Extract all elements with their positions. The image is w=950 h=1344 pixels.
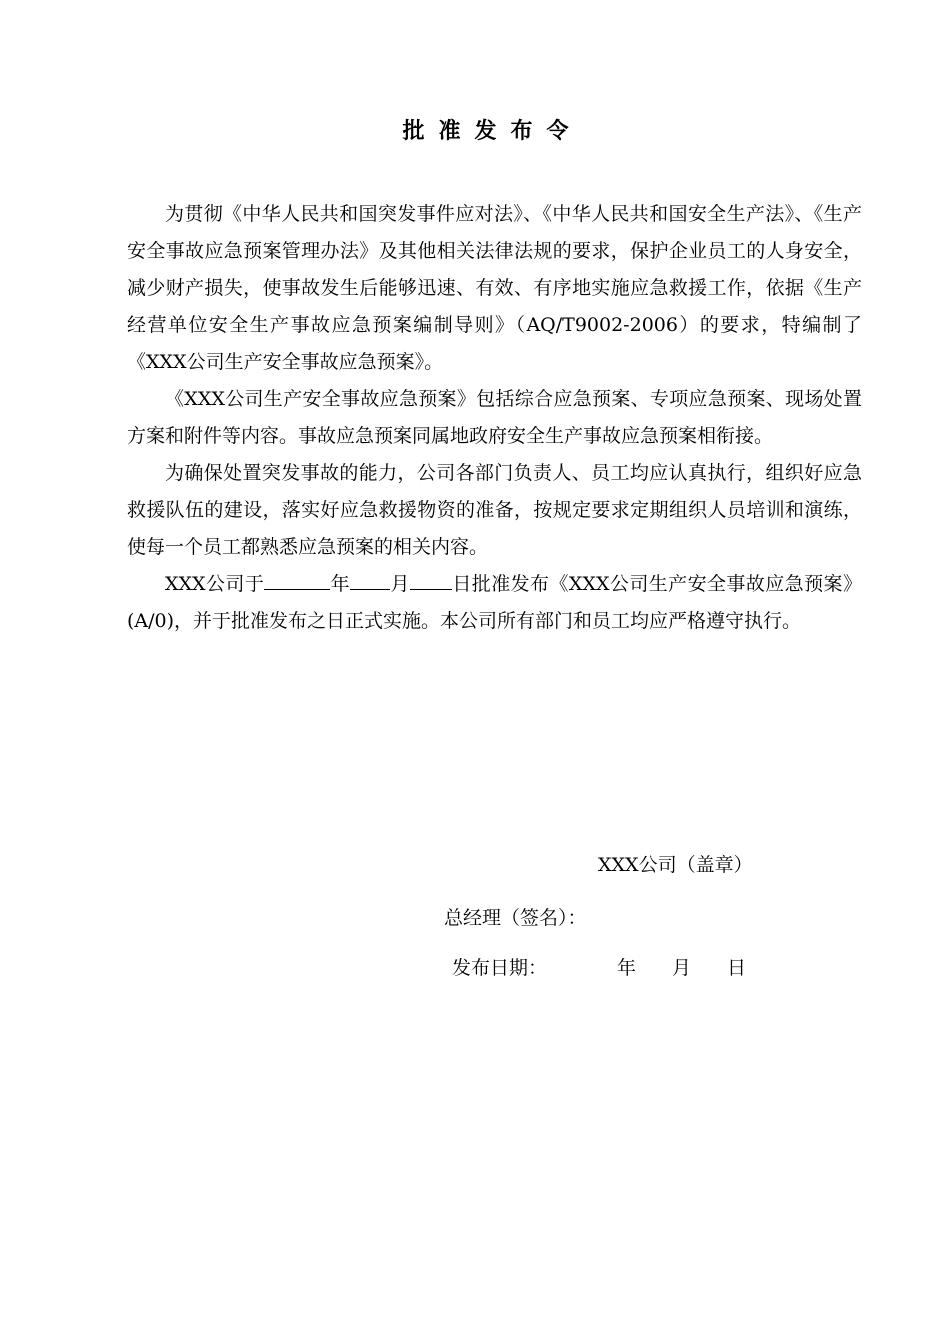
release-date-day: 日	[727, 957, 747, 979]
paragraph-4	[127, 566, 862, 640]
manager-signature-line: 总经理（签名）：	[444, 907, 587, 929]
year-blank[interactable]	[264, 567, 330, 590]
paragraph-2: 《XXX公司生产安全事故应急预案》包括综合应急预案、专项应急预案、现场处置方案和附件等内容。事故应急预案同属地政府安全生产事故应急预案相衔接。	[127, 388, 862, 447]
paragraph-4-suffix: 日批准发布《XXX公司生产安全事故应急预案》(A/0)，并于批准发布之日正式实施。本公司所有部门和员工均应严格遵守执行。	[127, 573, 862, 632]
release-date-year: 年	[617, 957, 637, 979]
paragraph-3: 为确保处置突发事故的能力，公司各部门负责人、员工均应认真执行，组织好应急救援队伍的建设，落实好应急救援物资的准备，按规定要求定期组织人员培训和演练，使每一个员工都熟悉应急预案的相关内容。	[127, 462, 862, 558]
release-date-label: 发布日期：	[452, 957, 548, 979]
document-body	[127, 196, 862, 640]
paragraph-4-prefix: XXX公司于	[165, 573, 265, 595]
release-date-month: 月	[672, 957, 692, 979]
company-seal-line: XXX公司（盖章）	[598, 854, 753, 876]
paragraph-4-month: 月	[390, 573, 410, 595]
day-blank[interactable]	[410, 567, 452, 590]
release-date-line	[452, 953, 746, 980]
month-blank[interactable]	[350, 567, 390, 590]
page-title: 批准发布令	[402, 119, 583, 144]
paragraph-1: 为贯彻《中华人民共和国突发事件应对法》、《中华人民共和国安全生产法》、《生产安全事故应急预案管理办法》及其他相关法律法规的要求，保护企业员工的人身安全，减少财产损失，使事故发生后能够迅速、有效、有序地实施应急救援工作，依据《生产经营单位安全生产事故应急预案编制导则》（AQ/T9002-2006）的要求，特编制了《XXX公司生产安全事故应急预案》。	[127, 203, 862, 373]
paragraph-4-year: 年	[330, 573, 351, 595]
